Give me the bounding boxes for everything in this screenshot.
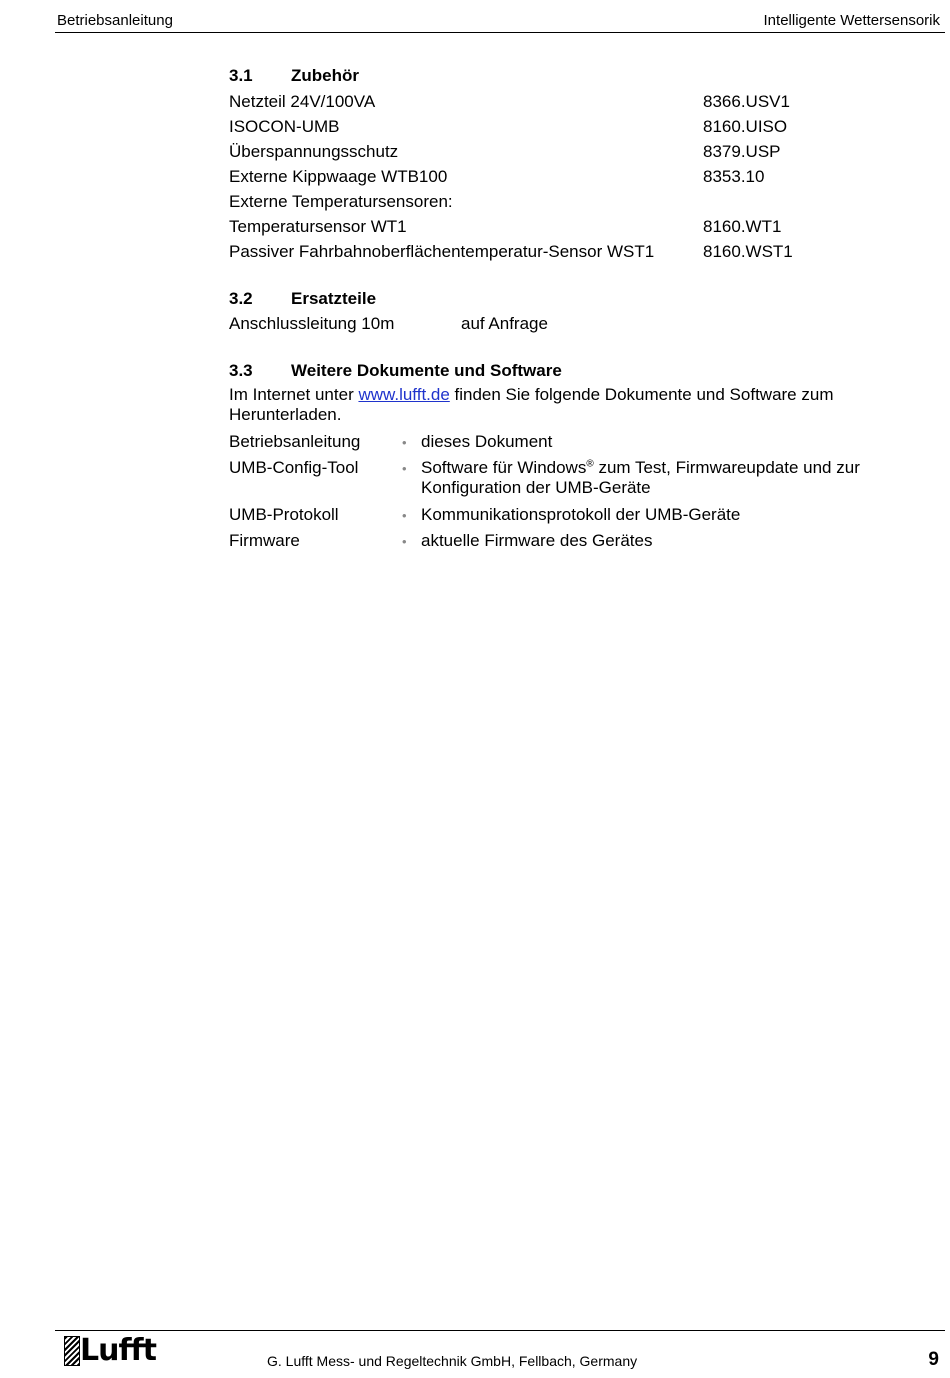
page-header [55, 10, 945, 33]
accessory-name: Netzteil 24V/100VA [229, 92, 376, 111]
accessory-name: ISOCON-UMB [229, 117, 340, 136]
section-heading-spare-parts [229, 289, 376, 309]
document-description: aktuelle Firmware des Gerätes [421, 531, 653, 550]
registered-mark: ® [586, 458, 594, 470]
header-product-title: Intelligente Wettersensorik [763, 12, 940, 29]
document-description: dieses Dokument [421, 432, 553, 451]
page-number: 9 [928, 1349, 939, 1370]
page-footer [55, 1330, 945, 1371]
section-number: 3.1 [229, 66, 253, 85]
lufft-website-link[interactable]: www.lufft.de [358, 385, 450, 404]
accessory-row [229, 117, 788, 137]
accessory-code: 8160.WT1 [703, 217, 782, 236]
document-name: UMB-Config-Tool [229, 458, 359, 477]
header-document-type: Betriebsanleitung [57, 12, 173, 29]
accessory-name: Externe Temperatursensoren: [229, 192, 453, 211]
accessory-name: Überspannungsschutz [229, 142, 399, 161]
description-text: Software für Windows [421, 458, 587, 477]
accessory-code: 8160.WST1 [703, 242, 793, 261]
document-description [421, 458, 861, 498]
intro-text-before: Im Internet unter [229, 385, 359, 404]
lufft-logo-mark-icon [64, 1336, 80, 1366]
description-text: zum Test, Firmwareupdate und zur Konfiguration der UMB-Geräte [421, 458, 860, 497]
bullet-icon: • [402, 534, 407, 549]
accessory-name: Externe Kippwaage WTB100 [229, 167, 448, 186]
lufft-logo [64, 1335, 156, 1367]
spare-part-name: Anschlussleitung 10m [229, 314, 395, 333]
section-number: 3.2 [229, 289, 253, 308]
accessory-row [229, 167, 765, 187]
documents-intro [229, 385, 859, 425]
accessory-row [229, 242, 793, 262]
accessory-name: Passiver Fahrbahnoberflächentemperatur-Sensor WST1 [229, 242, 655, 261]
lufft-logo-text: Lufft [80, 1333, 156, 1368]
document-name: Betriebsanleitung [229, 432, 361, 451]
accessory-row [229, 92, 790, 112]
bullet-icon: • [402, 508, 407, 523]
section-title: Zubehör [291, 66, 359, 85]
bullet-icon: • [402, 435, 407, 450]
footer-company-name: G. Lufft Mess- und Regeltechnik GmbH, Fellbach, Germany [267, 1353, 638, 1369]
intro-text-after: finden Sie folgende Dokumente und Software zum Herunterladen. [229, 385, 834, 424]
accessory-code: 8160.UISO [703, 117, 788, 136]
accessory-row [229, 142, 781, 162]
section-heading-documents [229, 361, 562, 381]
accessory-code: 8353.10 [703, 167, 765, 186]
bullet-icon: • [402, 461, 407, 476]
spare-part-row [229, 314, 548, 334]
accessory-name: Temperatursensor WT1 [229, 217, 407, 236]
accessory-code: 8366.USV1 [703, 92, 790, 111]
section-title: Ersatzteile [291, 289, 377, 308]
spare-part-availability: auf Anfrage [461, 314, 548, 333]
document-name: Firmware [229, 531, 300, 550]
accessory-code: 8379.USP [703, 142, 781, 161]
section-title: Weitere Dokumente und Software [291, 361, 562, 380]
section-number: 3.3 [229, 361, 253, 380]
document-name: UMB-Protokoll [229, 505, 339, 524]
document-description: Kommunikationsprotokoll der UMB-Geräte [421, 505, 741, 524]
accessory-row [229, 192, 453, 212]
section-heading-accessories [229, 66, 359, 86]
accessory-row [229, 217, 782, 237]
